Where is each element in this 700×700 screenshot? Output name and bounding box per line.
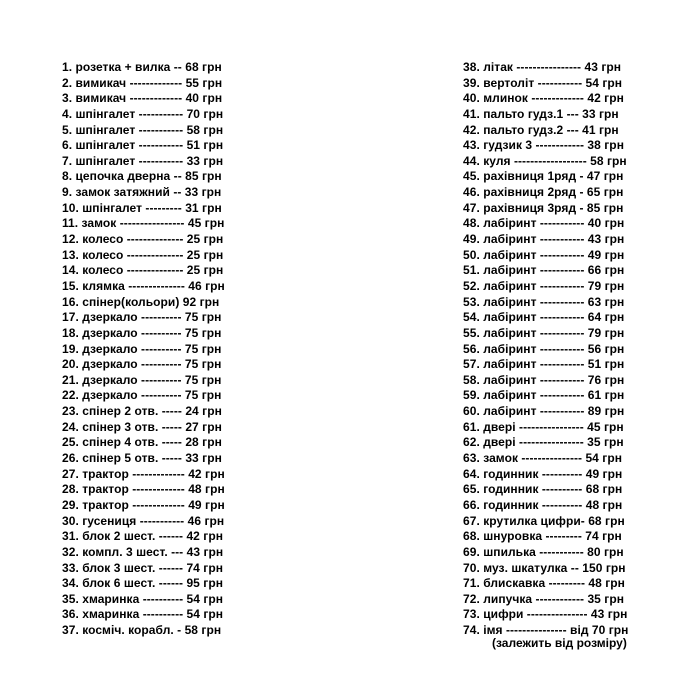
price-item: 4. шпінгалет ----------- 70 грн xyxy=(62,106,224,121)
price-item: 21. дзеркало ---------- 75 грн xyxy=(62,372,222,387)
price-item: 50. лабіринт ----------- 49 грн xyxy=(463,247,625,262)
price-item: 59. лабіринт ----------- 61 грн xyxy=(463,388,625,403)
price-item: 22. дзеркало ---------- 75 грн xyxy=(62,388,222,403)
price-item: 45. рахівниця 1ряд - 47 грн xyxy=(463,169,624,184)
price-item: 71. блискавка --------- 48 грн xyxy=(463,576,625,591)
price-item: 32. компл. 3 шест. --- 43 грн xyxy=(62,544,224,559)
price-item: 63. замок --------------- 54 грн xyxy=(463,451,623,466)
price-item: 16. спінер(кольори) 92 грн xyxy=(62,294,220,309)
price-item: 24. спінер 3 отв. ----- 27 грн xyxy=(62,419,222,434)
price-item: 68. шнуровка --------- 74 грн xyxy=(463,529,622,544)
price-item: 3. вимикач ------------- 40 грн xyxy=(62,91,223,106)
price-item: 34. блок 6 шест. ------ 95 грн xyxy=(62,576,224,591)
price-item: 31. блок 2 шест. ------ 42 грн xyxy=(62,529,224,544)
price-item: 37. космiч. корабл. - 58 грн xyxy=(62,623,222,638)
price-item: 12. колесо -------------- 25 грн xyxy=(62,232,224,247)
price-item: 42. пальто гудз.2 --- 41 грн xyxy=(463,122,619,137)
price-item: 52. лабіринт ----------- 79 грн xyxy=(463,278,625,293)
price-item: 5. шпінгалет ----------- 58 грн xyxy=(62,122,224,137)
price-item: 17. дзеркало ---------- 75 грн xyxy=(62,310,222,325)
price-item: 62. двері ---------------- 35 грн xyxy=(463,435,624,450)
price-item: 56. лабіринт ----------- 56 грн xyxy=(463,341,625,356)
price-item: 41. пальто гудз.1 --- 33 грн xyxy=(463,106,619,121)
price-item: 33. блок 3 шест. ------ 74 грн xyxy=(62,560,224,575)
size-note: (залежить від розміру) xyxy=(492,636,627,650)
price-item: 51. лабіринт ----------- 66 грн xyxy=(463,263,625,278)
price-item: 29. трактор ------------- 49 грн xyxy=(62,497,225,512)
price-item: 47. рахівниця 3ряд - 85 грн xyxy=(463,200,624,215)
price-item: 35. хмаринка ---------- 54 грн xyxy=(62,591,224,606)
price-item: 1. розетка + вилка -- 68 грн xyxy=(62,60,222,74)
price-item: 11. замок ---------------- 45 грн xyxy=(62,216,225,231)
price-item: 48. лабіринт ----------- 40 грн xyxy=(463,216,625,231)
price-item: 30. гусениця ----------- 46 грн xyxy=(62,513,225,528)
price-item: 23. спінер 2 отв. ----- 24 грн xyxy=(62,404,222,419)
price-item: 70. муз. шкатулка -- 150 грн xyxy=(463,560,626,575)
price-item: 36. хмаринка ---------- 54 грн xyxy=(62,607,224,622)
price-item: 43. гудзик 3 ------------ 38 грн xyxy=(463,138,624,153)
price-item: 69. шпилька ----------- 80 грн xyxy=(463,544,624,559)
price-item: 44. куля ------------------ 58 грн xyxy=(463,153,627,168)
price-item: 10. шпінгалет --------- 31 грн xyxy=(62,200,222,215)
price-item: 8. цепочка дверна -- 85 грн xyxy=(62,169,222,184)
price-item: 40. млинок ------------- 42 грн xyxy=(463,91,624,106)
price-item: 49. лабіринт ----------- 43 грн xyxy=(463,232,625,247)
price-item: 39. вертоліт ----------- 54 грн xyxy=(463,75,623,90)
price-item: 66. годинник ---------- 48 грн xyxy=(463,497,623,512)
price-item: 27. трактор ------------- 42 грн xyxy=(62,466,225,481)
price-item: 58. лабіринт ----------- 76 грн xyxy=(463,372,625,387)
price-item: 65. годинник ---------- 68 грн xyxy=(463,482,623,497)
price-item: 13. колесо -------------- 25 грн xyxy=(62,247,224,262)
price-item: 72. липучка ------------ 35 грн xyxy=(463,591,625,606)
price-item: 53. лабіринт ----------- 63 грн xyxy=(463,294,625,309)
price-list-left-column xyxy=(62,60,225,639)
price-item: 54. лабіринт ----------- 64 грн xyxy=(463,310,625,325)
price-item: 60. лабіринт ----------- 89 грн xyxy=(463,404,625,419)
price-item: 15. клямка -------------- 46 грн xyxy=(62,278,225,293)
price-item: 25. спінер 4 отв. ----- 28 грн xyxy=(62,435,222,450)
price-list-right-column xyxy=(463,60,628,639)
price-item: 67. крутилка цифри- 68 грн xyxy=(463,513,625,528)
price-item: 73. цифри --------------- 43 грн xyxy=(463,607,628,622)
price-item: 19. дзеркало ---------- 75 грн xyxy=(62,341,222,356)
price-item: 28. трактор ------------- 48 грн xyxy=(62,482,225,497)
price-item: 64. годинник ---------- 49 грн xyxy=(463,466,623,481)
price-item: 61. двері ---------------- 45 грн xyxy=(463,419,624,434)
price-item: 7. шпінгалет ----------- 33 грн xyxy=(62,153,224,168)
price-item: 2. вимикач ------------- 55 грн xyxy=(62,75,223,90)
price-item: 18. дзеркало ---------- 75 грн xyxy=(62,325,222,340)
price-item: 46. рахівниця 2ряд - 65 грн xyxy=(463,185,624,200)
price-item: 26. спінер 5 отв. ----- 33 грн xyxy=(62,451,222,466)
price-item: 57. лабіринт ----------- 51 грн xyxy=(463,357,625,372)
price-item: 55. лабіринт ----------- 79 грн xyxy=(463,325,625,340)
price-item: 20. дзеркало ---------- 75 грн xyxy=(62,357,222,372)
price-item: 9. замок затяжний -- 33 грн xyxy=(62,185,222,200)
price-item: 6. шпінгалет ----------- 51 грн xyxy=(62,138,224,153)
price-item: 74. імя --------------- від 70 грн xyxy=(463,623,629,638)
price-item: 14. колесо -------------- 25 грн xyxy=(62,263,224,278)
price-item: 38. літак ---------------- 43 грн xyxy=(463,60,622,74)
